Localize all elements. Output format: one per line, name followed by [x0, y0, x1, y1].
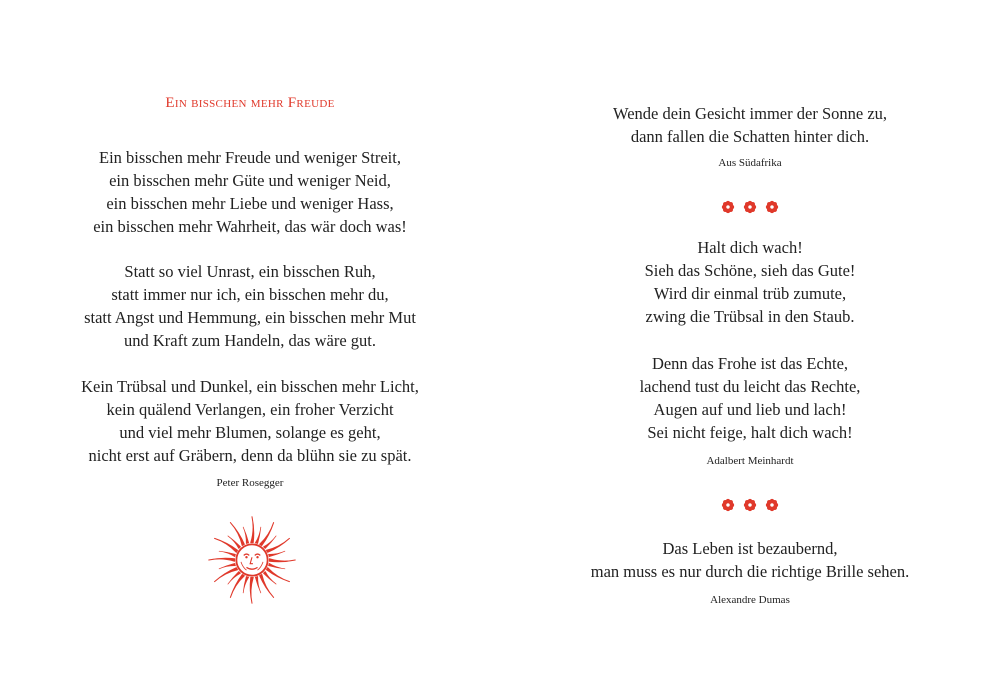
quote-line: Sieh das Schöne, sieh das Gute!: [644, 261, 856, 280]
poem-line: ein bisschen mehr Güte und weniger Neid,: [109, 171, 391, 190]
poem-stanza-1: [0, 146, 500, 238]
poem-line: statt immer nur ich, ein bisschen mehr du,: [111, 285, 389, 304]
flower-divider: [500, 498, 1000, 514]
quote-author: Alexandre Dumas: [710, 594, 790, 606]
flower-icon: [743, 200, 757, 214]
quote-line: Wende dein Gesicht immer der Sonne zu,: [612, 104, 888, 123]
flower-icon: [743, 498, 757, 512]
quote-line: Augen auf und lieb und lach!: [653, 400, 847, 419]
quote-author: Adalbert Meinhardt: [706, 455, 794, 467]
sun-face-icon: [206, 514, 298, 606]
poem-stanza-2: [0, 260, 500, 352]
quote-block-3: [500, 537, 1000, 583]
quote-line: zwing die Trübsal in den Staub.: [645, 307, 855, 326]
quote-line: dann fallen die Schatten hinter dich.: [630, 127, 870, 146]
quote-line: Denn das Frohe ist das Echte,: [651, 354, 849, 373]
quote-block-2: [500, 236, 1000, 328]
poem-title: Ein bisschen mehr Freude: [165, 95, 335, 111]
flower-icon: [721, 498, 735, 512]
poem-line: und Kraft zum Handeln, das wäre gut.: [123, 331, 376, 350]
quote-author: Aus Südafrika: [718, 157, 782, 169]
quote-line: Sei nicht feige, halt dich wach!: [647, 423, 853, 442]
quote-line: lachend tust du leicht das Rechte,: [639, 377, 861, 396]
right-page: [500, 0, 1000, 700]
poem-line: ein bisschen mehr Wahrheit, das wär doch was!: [93, 217, 407, 236]
poem-line: nicht erst auf Gräbern, denn da blühn sie zu spät.: [88, 446, 412, 465]
quote-line: Wird dir einmal trüb zumute,: [653, 284, 847, 303]
flower-icon: [765, 200, 779, 214]
quote-line: Das Leben ist bezaubernd,: [662, 539, 838, 558]
flower-icon: [721, 200, 735, 214]
poem-line: ein bisschen mehr Liebe und weniger Hass,: [106, 194, 394, 213]
flower-divider: [500, 200, 1000, 216]
quote-block-1: [500, 102, 1000, 148]
poem-author: Peter Rosegger: [216, 477, 284, 489]
quote-line: Halt dich wach!: [697, 238, 803, 257]
quote-line: man muss es nur durch die richtige Brille sehen.: [590, 562, 910, 581]
poem-line: statt Angst und Hemmung, ein bisschen mehr Mut: [84, 308, 416, 327]
poem-line: Statt so viel Unrast, ein bisschen Ruh,: [124, 262, 376, 281]
poem-line: kein quälend Verlangen, ein froher Verzicht: [106, 400, 394, 419]
flower-icon: [765, 498, 779, 512]
poem-line: Ein bisschen mehr Freude und weniger Streit,: [99, 148, 401, 167]
poem-line: Kein Trübsal und Dunkel, ein bisschen mehr Licht,: [81, 377, 419, 396]
quote-block-2b: [500, 352, 1000, 444]
poem-line: und viel mehr Blumen, solange es geht,: [119, 423, 381, 442]
poem-stanza-3: [0, 375, 500, 467]
